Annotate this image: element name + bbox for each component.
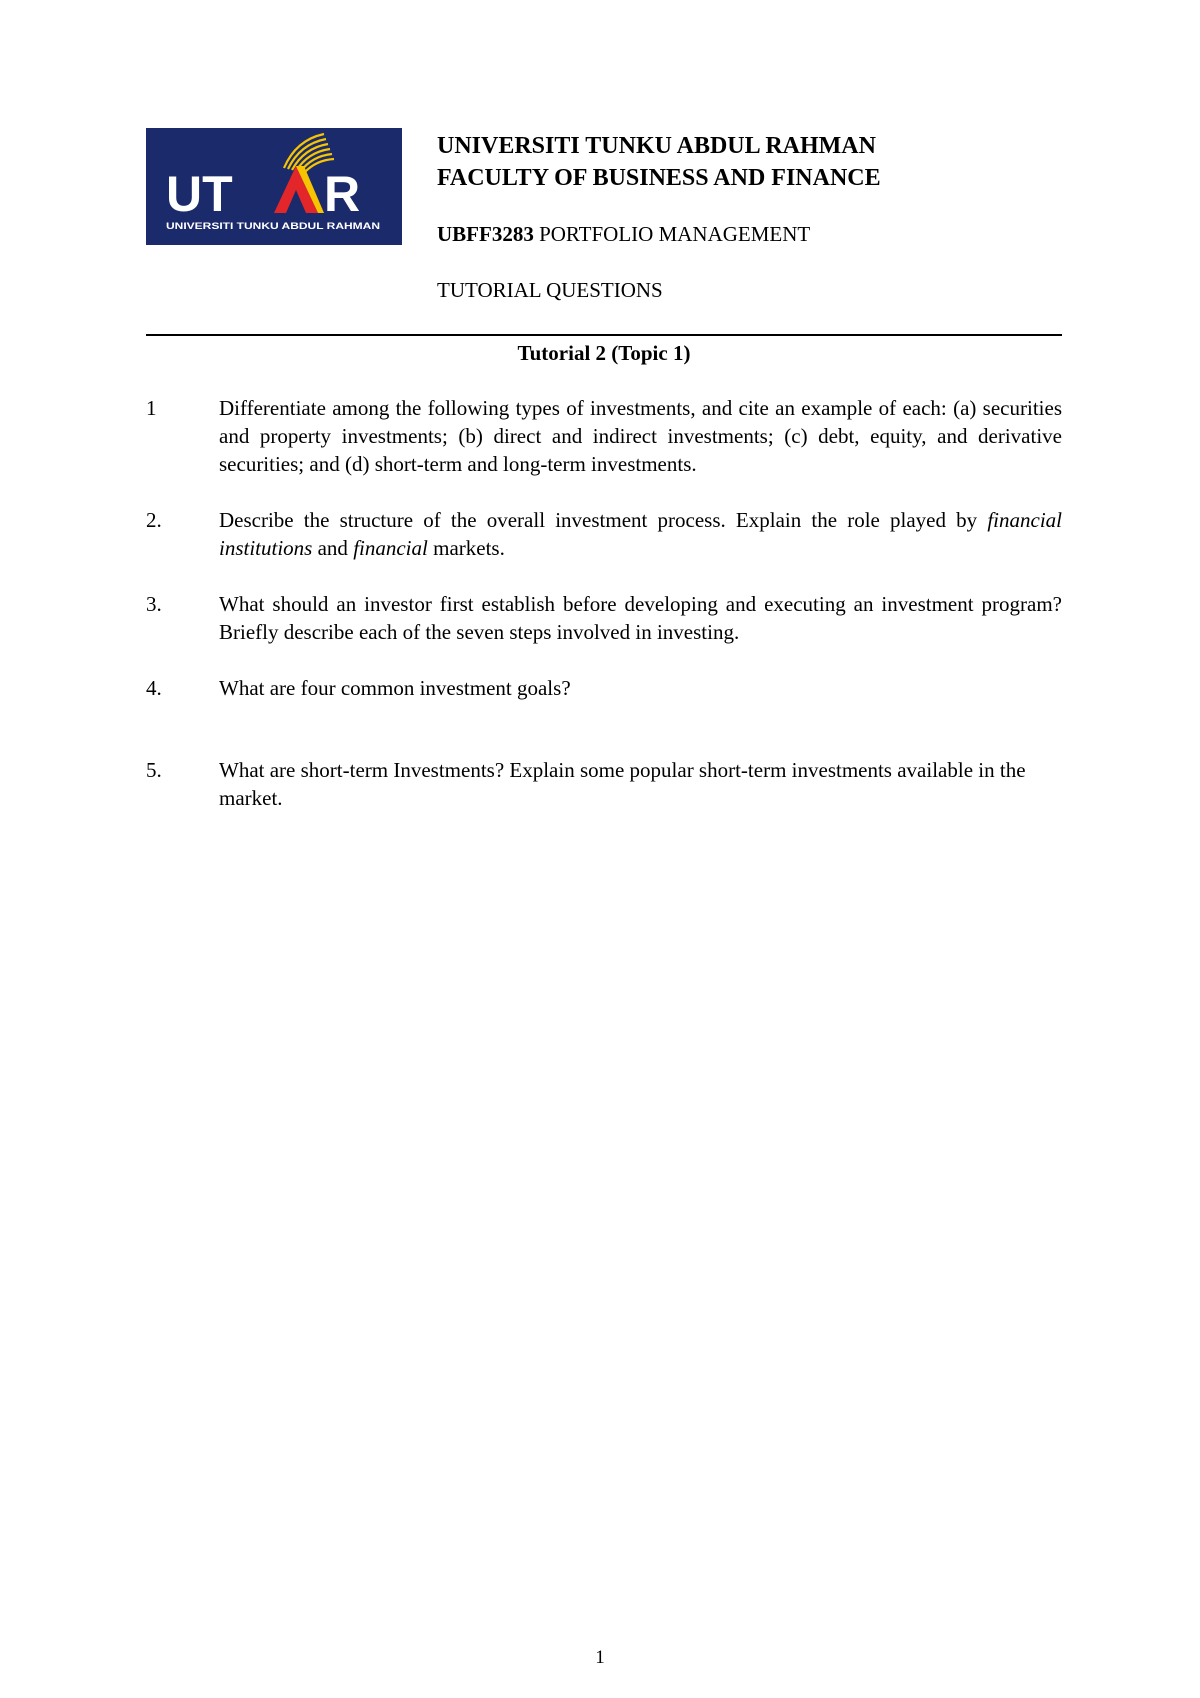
logo-wordmark-ut: UT: [166, 166, 233, 222]
faculty-name: FACULTY OF BUSINESS AND FINANCE: [437, 165, 881, 191]
question-item: [146, 394, 1062, 478]
question-item: [146, 756, 1062, 812]
tutorial-title: Tutorial 2 (Topic 1): [517, 341, 691, 365]
question-number: 4.: [146, 676, 162, 700]
utar-logo-graphic: [146, 128, 402, 245]
question-number: 1: [146, 396, 157, 420]
question-number: 3.: [146, 592, 162, 616]
utar-logo: [146, 128, 402, 245]
question-text: [219, 506, 1062, 562]
document-header: [437, 130, 1137, 304]
question-text-part: markets.: [427, 536, 505, 560]
question-item: [146, 590, 1062, 646]
question-text: What are four common investment goals?: [219, 676, 571, 700]
question-italic-phrase: financial institutions: [219, 508, 1062, 560]
question-item: [146, 674, 1062, 702]
question-text: Differentiate among the following types of investments, and cite an example of each: (a) securities and property investments; (b) direct and indirect investments; (c) debt, equity, and derivative securities; and (d) short-term and long-term investments.: [219, 396, 1062, 476]
question-item: [146, 506, 1062, 562]
university-name: UNIVERSITI TUNKU ABDUL RAHMAN: [437, 133, 876, 159]
logo-wordmark-r: R: [324, 166, 361, 222]
question-number: 5.: [146, 758, 162, 782]
header-divider: [146, 334, 1062, 336]
question-list: [146, 394, 1062, 840]
document-type: TUTORIAL QUESTIONS: [437, 278, 663, 302]
question-text-part: and: [312, 536, 354, 560]
question-text: What should an investor first establish before developing and executing an investment program? Briefly describe each of the seven steps involved in investing.: [219, 592, 1062, 644]
course-code: UBFF3283: [437, 222, 534, 246]
question-number: 2.: [146, 508, 162, 532]
logo-subtext: UNIVERSITI TUNKU ABDUL RAHMAN: [166, 221, 380, 231]
course-line: [437, 220, 1137, 248]
question-text-part: Describe the structure of the overall investment process. Explain the role played by: [219, 508, 988, 532]
question-italic-phrase: financial: [353, 536, 428, 560]
course-name: PORTFOLIO MANAGEMENT: [539, 222, 811, 246]
page-number: 1: [595, 1647, 605, 1668]
question-text: What are short-term Investments? Explain some popular short-term investments available in the market.: [219, 758, 1026, 810]
